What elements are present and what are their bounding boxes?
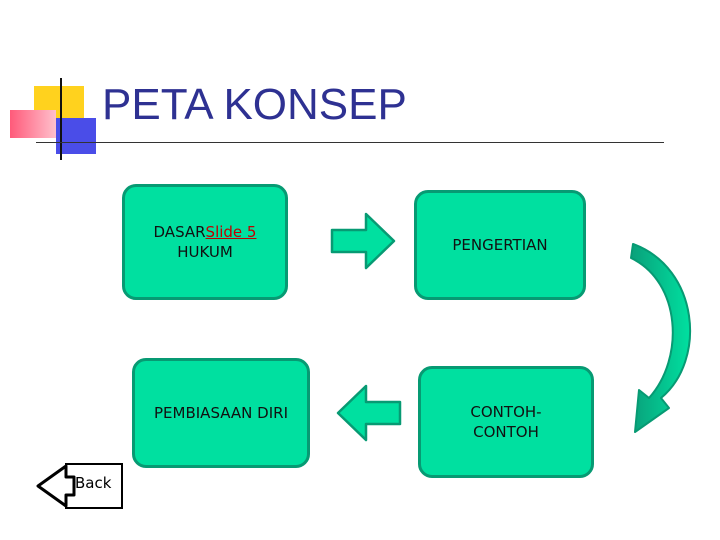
box-pengertian <box>414 190 586 300</box>
slide-5-link[interactable]: Slide 5 <box>205 223 257 241</box>
back-label: Back <box>75 474 112 492</box>
ornament-vertical-line <box>60 78 62 160</box>
hukum-text: HUKUM <box>177 243 233 261</box>
right-arrow-icon <box>330 212 396 270</box>
ornament-red-square <box>10 110 56 138</box>
ornament-blue-square <box>56 118 96 154</box>
box-pembiasaan-diri <box>132 358 310 468</box>
contoh-text-1: CONTOH- <box>470 403 542 421</box>
dasar-text: DASAR <box>153 223 206 241</box>
box-contoh-contoh <box>418 366 594 478</box>
ornament-yellow-square <box>34 86 84 134</box>
curved-arrow-icon <box>625 240 705 440</box>
back-button[interactable] <box>32 460 126 512</box>
ornament-horizontal-line <box>36 142 664 143</box>
page-title: PETA KONSEP <box>102 80 407 129</box>
pembiasaan-text: PEMBIASAAN DIRI <box>154 404 288 422</box>
pengertian-text: PENGERTIAN <box>452 236 548 254</box>
box-dasar-hukum <box>122 184 288 300</box>
left-arrow-icon <box>336 384 402 442</box>
contoh-text-2: CONTOH <box>473 423 539 441</box>
